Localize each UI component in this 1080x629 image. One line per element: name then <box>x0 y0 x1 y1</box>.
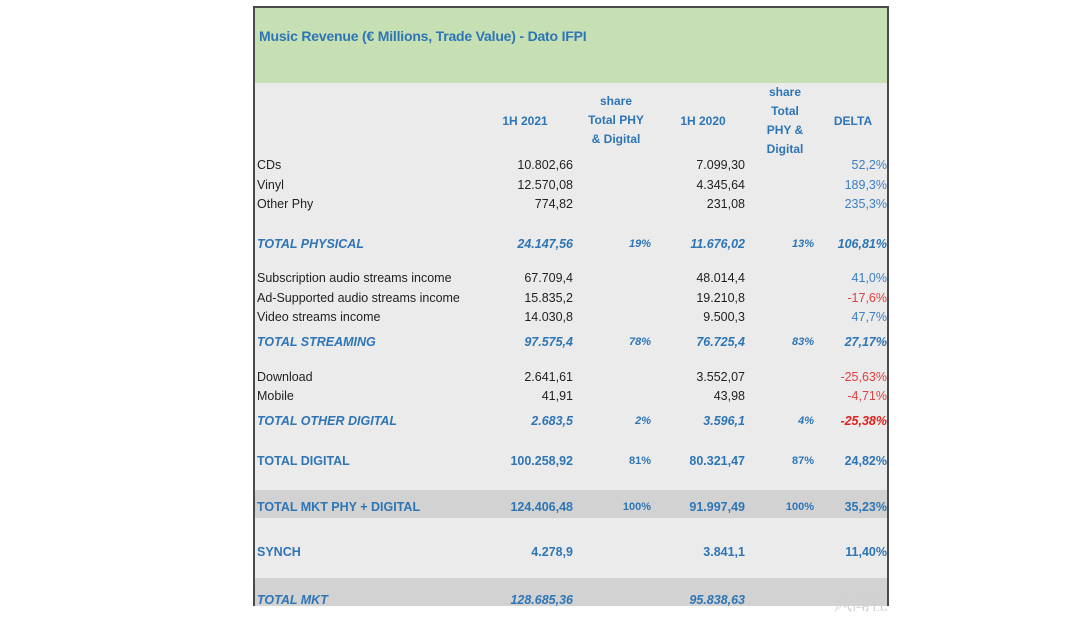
cell-label: Download <box>257 370 313 384</box>
cell-share-2020: 4% <box>798 415 814 427</box>
cell-value-2020: 80.321,47 <box>689 454 745 468</box>
cell-label: TOTAL MKT <box>257 593 328 607</box>
cell-label: TOTAL OTHER DIGITAL <box>257 414 398 428</box>
cell-delta: -25,38% <box>840 414 887 428</box>
cell-value-2020: 7.099,30 <box>696 158 745 172</box>
cell-delta: 189,3% <box>844 178 887 192</box>
cell-value-2021: 774,82 <box>534 197 573 211</box>
header-share-2021-line3: & Digital <box>591 132 641 146</box>
cell-label: TOTAL PHYSICAL <box>257 237 364 251</box>
header-delta: DELTA <box>833 114 873 128</box>
cell-value-2020: 231,08 <box>706 197 745 211</box>
header-share-2020-line4: Digital <box>766 142 804 156</box>
title-bar <box>255 8 887 83</box>
header-1h-2021: 1H 2021 <box>502 114 548 128</box>
cell-value-2021: 12.570,08 <box>517 178 573 192</box>
header-share-2020-line3: PHY & <box>766 123 804 137</box>
table-row <box>255 307 887 327</box>
cell-value-2021: 2.683,5 <box>531 414 573 428</box>
cell-value-2020: 11.676,02 <box>690 237 745 251</box>
table-row <box>255 175 887 195</box>
header-share-2020-line1: share <box>768 85 802 99</box>
cell-value-2021: 15.835,2 <box>524 291 573 305</box>
cell-value-2020: 3.552,07 <box>696 370 745 384</box>
cell-value-2021: 41,91 <box>541 389 573 403</box>
cell-value-2020: 76.725,4 <box>696 335 745 349</box>
table-row <box>255 411 887 431</box>
header-share-2021-line2: Total PHY <box>588 113 644 127</box>
table-row <box>255 451 887 471</box>
cell-value-2020: 48.014,4 <box>696 271 745 285</box>
cell-share-2021: 19% <box>628 238 651 250</box>
table-row <box>255 497 887 517</box>
cell-delta: 27,17% <box>844 335 887 349</box>
cell-share-2021: 2% <box>635 415 651 427</box>
cell-share-2020: 100% <box>785 501 814 513</box>
cell-label: CDs <box>257 158 282 172</box>
cell-label: Video streams income <box>257 310 381 324</box>
cell-delta: 52,2% <box>851 158 887 172</box>
header-1h-2020: 1H 2020 <box>680 114 726 128</box>
cell-delta: 11,40% <box>845 545 887 559</box>
header-share-2021 <box>575 92 657 149</box>
cell-value-2021: 128.685,36 <box>510 593 573 607</box>
cell-value-2020: 9.500,3 <box>703 310 745 324</box>
cell-delta: 41,0% <box>851 271 887 285</box>
table-row <box>255 386 887 406</box>
watermark: 风闻社 <box>834 594 888 614</box>
cell-value-2020: 91.997,49 <box>689 500 745 514</box>
cell-value-2021: 124.406,48 <box>510 500 573 514</box>
cell-label: SYNCH <box>257 545 301 559</box>
cell-value-2020: 43,98 <box>713 389 745 403</box>
cell-value-2021: 97.575,4 <box>524 335 573 349</box>
cell-label: Mobile <box>257 389 294 403</box>
cell-share-2021: 78% <box>628 336 651 348</box>
header-share-2020-line2: Total <box>771 104 799 118</box>
cell-label: Vinyl <box>257 178 284 192</box>
cell-delta: 24,82% <box>844 454 887 468</box>
cell-label: Subscription audio streams income <box>257 271 452 285</box>
cell-value-2020: 3.596,1 <box>703 414 745 428</box>
cell-label: Other Phy <box>257 197 314 211</box>
cell-value-2021: 4.278,9 <box>531 545 573 559</box>
table-row <box>255 367 887 387</box>
cell-label: TOTAL MKT PHY + DIGITAL <box>257 500 421 514</box>
cell-delta: 47,7% <box>851 310 887 324</box>
table-row <box>255 288 887 308</box>
cell-delta: 35,23% <box>844 500 887 514</box>
cell-value-2021: 10.802,66 <box>517 158 573 172</box>
cell-share-2020: 13% <box>791 238 814 250</box>
table-row <box>255 155 887 175</box>
cell-label: TOTAL STREAMING <box>257 335 376 349</box>
table-title: Music Revenue (€ Millions, Trade Value) - Dato IFPI <box>259 28 587 44</box>
cell-value-2021: 14.030,8 <box>524 310 573 324</box>
cell-delta: 235,3% <box>844 197 887 211</box>
table-row <box>255 268 887 288</box>
cell-label: Ad-Supported audio streams income <box>257 291 460 305</box>
cell-value-2021: 100.258,92 <box>510 454 573 468</box>
cell-share-2021: 81% <box>628 455 651 467</box>
cell-value-2021: 2.641,61 <box>524 370 573 384</box>
cell-value-2020: 95.838,63 <box>689 593 745 607</box>
cell-label: TOTAL DIGITAL <box>257 454 350 468</box>
cell-delta: -25,63% <box>840 370 887 384</box>
table-row <box>255 542 887 562</box>
table-row <box>255 194 887 214</box>
cell-value-2020: 3.841,1 <box>703 545 745 559</box>
cell-share-2021: 100% <box>622 501 651 513</box>
header-share-2021-line1: share <box>599 94 633 108</box>
cell-delta: -17,6% <box>847 291 887 305</box>
cell-value-2020: 19.210,8 <box>696 291 745 305</box>
table-row <box>255 590 887 610</box>
cell-value-2021: 67.709,4 <box>524 271 573 285</box>
cell-value-2021: 24.147,56 <box>517 237 573 251</box>
cell-delta: 106,81% <box>837 237 887 251</box>
cell-value-2020: 4.345,64 <box>696 178 745 192</box>
table-row <box>255 332 887 352</box>
header-share-2020 <box>750 83 820 159</box>
cell-share-2020: 87% <box>791 455 814 467</box>
cell-share-2020: 83% <box>791 336 814 348</box>
cell-delta: -4,71% <box>847 389 887 403</box>
revenue-table <box>253 6 889 606</box>
table-row <box>255 234 887 254</box>
